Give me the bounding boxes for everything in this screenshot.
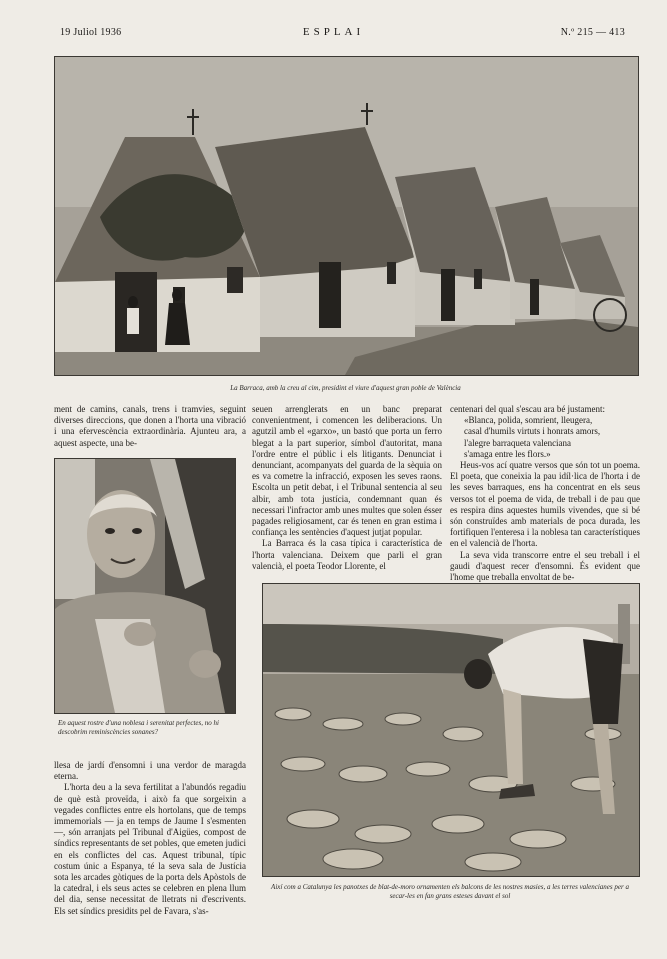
poem-line: s'amaga entre les flors.» [464,448,551,459]
top-photo-caption: La Barraca, amb la creu al cim, presidint el viure d'aquest gran poble de València [230,384,461,392]
poem-line: «Blanca, polida, somrient, lleugera, [464,415,593,426]
left-photo-caption: En aquest rostre d'una noblesa i serenitat perfectes, no hi descobrim reminiscències sonanes? [58,719,219,736]
paragraph: L'horta deu a la seva fertilitat a l'abundós regadiu de què està proveïda, i això fa que sorgeixin a vegades conflictes entre els hortolans, que de temps immemorials — ja en temps de Jaume I s'esmenten —, són arranjats pel Tribunal d'Aigües, compost de síndics representants de set pobles, que emeten judici en els conflictes del cas. Aquest tribunal, típic costum únic a Espanya, té la seva sala de Justícia sota les arcades gòtiques de la porta dels Apòstols de la catedral, i els seus actes se celebren en plena llum del dia, sense necessitat de lletrats ni d'escrivents. Els set síndics presidits pel de Favara, s'as- [54,782,246,916]
bottom-photo-caption: Així com a Catalunya les panotxes de blat-de-moro ornamenten els balcons de les nostres masies, a les terres valencianes per a secar-les en fan grans esteses davant el sol [271,883,629,900]
column-1-top-text [54,404,246,449]
paragraph: centenari del qual s'escau ara bé justament: [450,404,606,414]
poem-verse [450,415,640,460]
paragraph: llesa de jardí d'ensomni i una verdor de maragda eterna. [54,760,246,782]
barraca-photo [54,56,639,376]
paragraph: ment de camins, canals, trens i tramvies, seguint diverses direccions, que donen a l'horta una vibració i una efervescència extraordinària. Ajunteu ara, a aquest aspecte, una be- [54,404,246,448]
old-man-photo [54,458,236,714]
paragraph: Heus-vos ací quatre versos que són tot un poema. El poeta, que coneixia la pau idíl·lica de l'horta i de les seves barraques, ens ha concentrat en els seus versos tot el poema de vida, de treball i de pau que es respira dins aquestes humils vivendes, que si bé són construïdes amb materials de poca durada, les fortifiquen l'enteresa i la noblesa tan característiques en el valencià de l'horta. [450,460,640,549]
issue-date: 19 Juliol 1936 [60,27,122,38]
paragraph: La seva vida transcorre entre el seu treball i el gaudi d'aquest recer d'ensomni. És evident que l'home que treballa envoltat de be- [450,549,640,583]
column-1-bottom-text [54,760,246,917]
poem-line: casal d'humils virtuts i honrats amors, [464,426,601,437]
magazine-title: ESPLAI [302,26,365,38]
issue-number: N.º 215 — 413 [560,27,625,38]
corn-drying-photo [262,583,640,877]
paragraph: La Barraca és la casa típica i característica de l'horta valenciana. Deixem que parli el gran valencià, el poeta Teodor Llorente, el [252,538,442,571]
paragraph: seuen arrenglerats en un banc preparat convenientment, i comencen les deliberacions. Un agutzil amb el «garxo», un bastó que porta un ferro blegat a la part superior, símbol d'autoritat, mana l'ordre entre el públic i els litigants. Denunciat i denunciant, acompanyats del guarda de la sèquia on es va cometre la infracció, exposen les seves raons. Escolta un petit debat, i el Tribunal sentencia al seu albir, amb tota justícia, condemnant quan és necessari l'infractor amb unes multes que solen ésser pagades religiosament, car és tenen en gran estima i confiança les sentències d'aquest jutjat popular. [252,404,442,538]
column-2-text [252,404,442,572]
poem-line: l'alegre barraqueta valenciana [464,437,572,448]
column-3-text [450,404,640,583]
